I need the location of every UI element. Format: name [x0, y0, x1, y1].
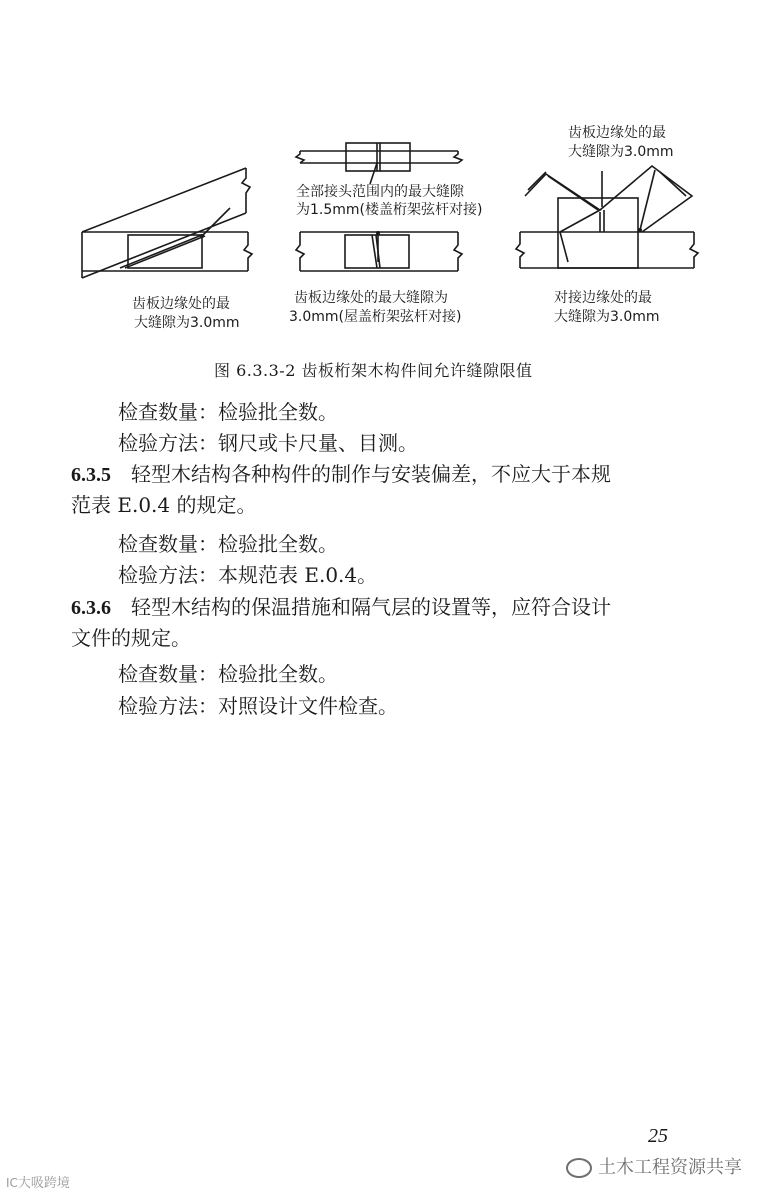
page-number: 25	[648, 1125, 668, 1147]
watermark-right-text: 土木工程资源共享	[598, 1157, 742, 1178]
right-joint-drawing	[516, 166, 698, 268]
clause-6-3-5-text: 轻型木结构各种构件的制作与安装偏差，不应大于本规	[131, 462, 611, 486]
middle-bottom-joint-drawing	[296, 232, 462, 271]
inspection-quantity-1: 检查数量：检验批全数。	[118, 400, 338, 424]
inspection-method-2: 检验方法：本规范表 E.0.4。	[118, 563, 378, 587]
label-left-line2: 大缝隙为3.0mm	[134, 315, 240, 331]
inspection-method-1: 检验方法：钢尺或卡尺量、目测。	[118, 431, 418, 455]
left-joint-drawing	[82, 168, 252, 278]
figure-caption: 图 6.3.3-2 齿板桁架木构件间允许缝隙限值	[214, 361, 533, 380]
inspection-quantity-2: 检查数量：检验批全数。	[118, 532, 338, 556]
clause-6-3-6-text: 轻型木结构的保温措施和隔气层的设置等，应符合设计	[131, 595, 611, 619]
label-mid-bottom-line1: 齿板边缘处的最大缝隙为	[294, 290, 448, 306]
figure-gap-limits	[0, 0, 773, 380]
clause-6-3-6-number: 6.3.6	[71, 597, 111, 619]
clause-6-3-5	[71, 459, 611, 490]
label-mid-top-line1: 全部接头范围内的最大缝隙	[296, 184, 464, 200]
clause-6-3-5-number: 6.3.5	[71, 464, 111, 486]
wechat-icon	[566, 1158, 592, 1178]
clause-6-3-5-continuation: 范表 E.0.4 的规定。	[71, 493, 257, 517]
label-left-line1: 齿板边缘处的最	[132, 296, 230, 312]
clause-6-3-6	[71, 592, 611, 623]
watermark-left	[6, 1172, 70, 1191]
label-mid-top-line2: 为1.5mm(楼盖桁架弦杆对接)	[296, 202, 483, 218]
clause-6-3-6-continuation: 文件的规定。	[71, 626, 191, 650]
label-mid-bottom-line2: 3.0mm(屋盖桁架弦杆对接)	[289, 309, 462, 325]
label-right-top-line1: 齿板边缘处的最	[568, 125, 666, 141]
label-right-bottom-line2: 大缝隙为3.0mm	[554, 309, 660, 325]
inspection-method-3: 检验方法：对照设计文件检查。	[118, 694, 398, 718]
watermark-right	[566, 1153, 742, 1179]
watermark-left-text: 大吸跨境	[17, 1176, 70, 1191]
middle-top-joint-drawing	[296, 143, 462, 171]
label-right-bottom-line1: 对接边缘处的最	[554, 290, 652, 306]
watermark-logo-icon: IC	[6, 1176, 18, 1190]
label-right-top-line2: 大缝隙为3.0mm	[568, 144, 674, 160]
inspection-quantity-3: 检查数量：检验批全数。	[118, 662, 338, 686]
